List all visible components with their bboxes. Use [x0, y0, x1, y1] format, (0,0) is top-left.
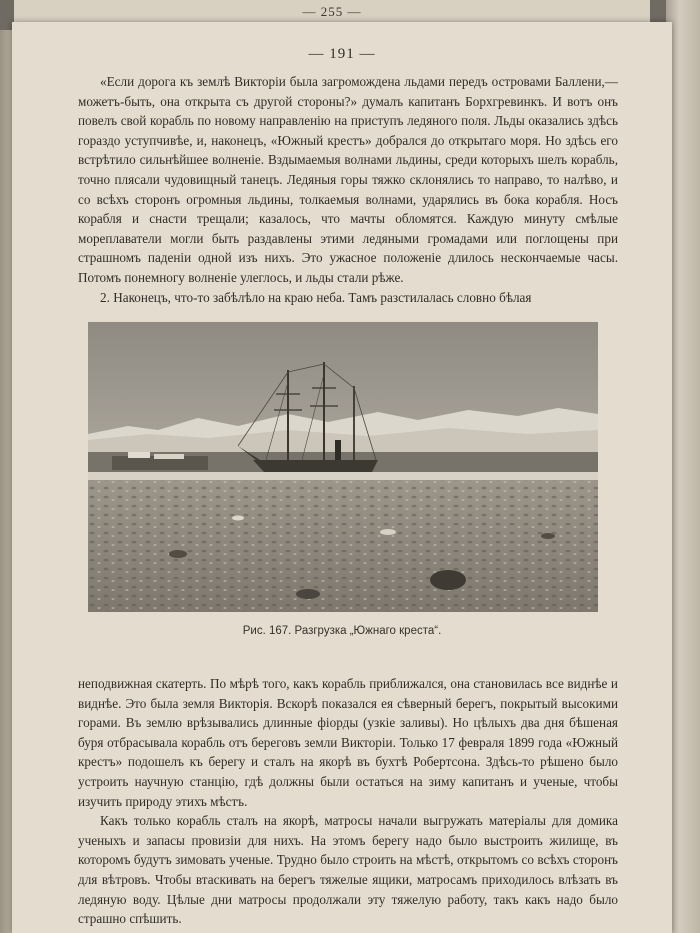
paragraph: Какъ только корабль сталъ на якорѣ, матросы начали выгружать матеріалы для домика ученыхъ и запасы провизіи для нихъ. На этомъ берегу надо было выстроить жилище, въ которомъ будутъ зимовать ученые. Трудно было строить на мѣстѣ, открытомъ со всѣхъ сторонъ для вѣтровъ. Чтобы втаскивать на берегъ тяжелые ящики, матросамъ приходилось влѣзать въ ледяную воду. Цѣлые дни матросы продолжали эту тяжелую работу, такъ какъ надо было страшно спѣшить. — [78, 813, 618, 927]
book-page — [12, 22, 672, 933]
paragraph: неподвижная скатерть. По мѣрѣ того, какъ корабль приближался, она становилась все виднѣе и виднѣе. Это была земля Викторія. Вскорѣ показался ея сѣверный берегъ, покрытый высокими горами. Въ землю врѣзывались длинные фіорды (узкіе заливы). Но цѣлыхъ два дня бѣшеная буря отбрасывала корабль отъ береговъ земли Викторіи. Только 17 февраля 1899 года «Южный крестъ» подошелъ къ берегу и сталъ на якорѣ въ бухтѣ Робертсона. Здѣсь-то рѣшено было устроить научную станцію, гдѣ должны были остаться на зиму капитанъ и ученые, чтобы изучить природу этихъ мѣстъ. — [78, 676, 618, 809]
page-number: — 191 — — [308, 46, 376, 62]
illustration-ship-unloading — [88, 322, 598, 612]
figure-caption: Рис. 167. Разгрузка „Южнаго креста“. — [242, 625, 442, 637]
text-block-top — [78, 72, 618, 307]
underlying-page-number: — 255 — — [302, 4, 362, 19]
paragraph: «Если дорога къ землѣ Викторіи была загромождена льдами передъ островами Баллени,—можетъ-быть, она открыта съ другой стороны?» думалъ капитанъ Борхгревинкъ. И вотъ онъ повелъ свой корабль по новому направленію на приступъ ледяного поля. Льды оказались здѣсь гораздо уступчивѣе, и, наконецъ, «Южный крестъ» добрался до открытаго моря. Но здѣсь его встрѣтило сильнѣйшее волненіе. Вздымаемыя волнами льдины, среди которыхъ шелъ корабль, точно плясали чудовищный танецъ. Ледяныя горы тяжко склонялись то направо, то налѣво, и со всѣхъ сторонъ огромныя льдины, толкаемыя волнами, ударялись въ бока корабля. Носъ корабля и снасти трещали; казалось, что мачты обломятся. Каждую минуту смѣлые мореплаватели могли быть раздавлены этими ледяными громадами или поглощены при страшномъ паденіи одной изъ нихъ. Это ужасное положеніе длилось нескончаемые часы. Потомъ понемногу волненіе улеглось, и льды стали рѣже. — [78, 74, 618, 285]
text-block-bottom — [78, 674, 618, 929]
paragraph: 2. Наконецъ, что-то забѣлѣло на краю неба. Тамъ разстилалась словно бѣлая — [100, 289, 532, 305]
